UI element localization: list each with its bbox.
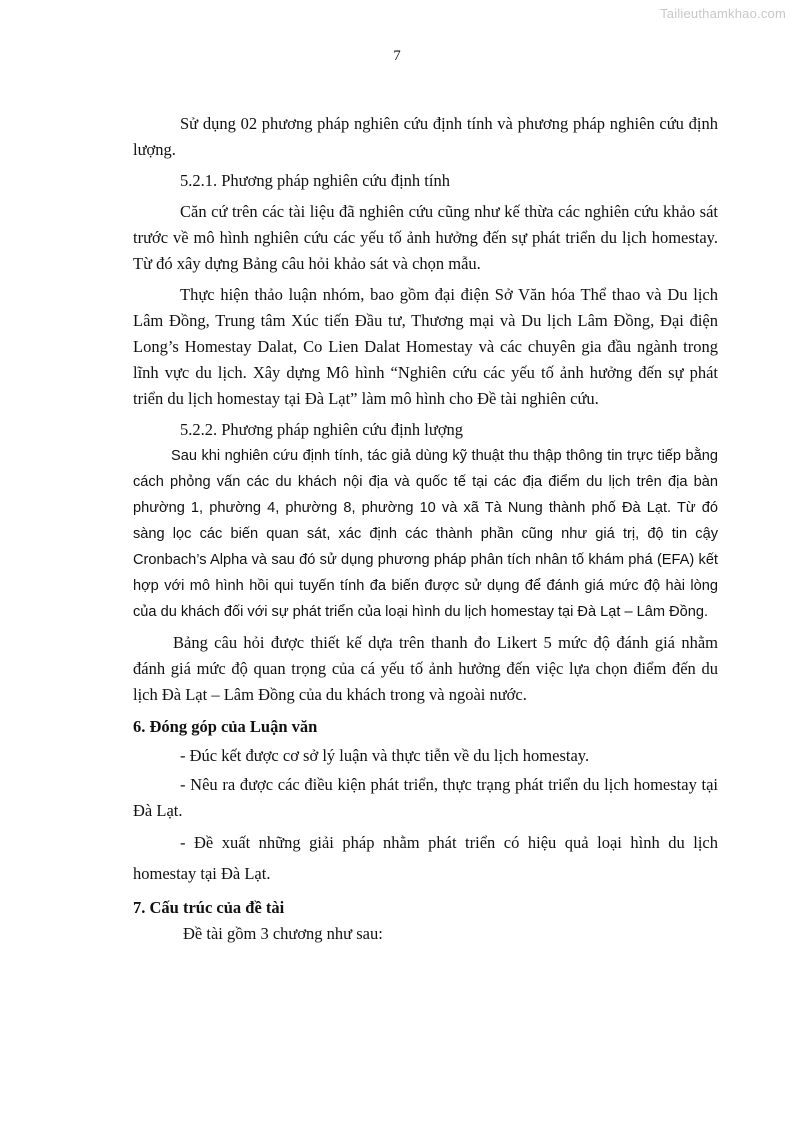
contribution-item: - Đúc kết được cơ sở lý luận và thực tiễn về du lịch homestay. xyxy=(180,746,590,765)
paragraph-qualitative-basis: Căn cứ trên các tài liệu đã nghiên cứu cũng như kế thừa các nghiên cứu khảo sát trước về mô hình nghiên cứu các yếu tố ảnh hưởng đến sự phát triển du lịch homestay. Từ đó xây dựng Bảng câu hỏi khảo sát và chọn mẫu. xyxy=(133,202,718,273)
section-heading-structure: 7. Cấu trúc của đề tài xyxy=(133,898,285,917)
document-body xyxy=(133,111,718,947)
section-heading-contributions: 6. Đóng góp của Luận văn xyxy=(133,717,318,736)
contribution-item: - Nêu ra được các điều kiện phát triển, thực trạng phát triển du lịch homestay tại Đà Lạt. xyxy=(133,775,718,820)
contribution-item: - Đề xuất những giải pháp nhằm phát triển có hiệu quả loại hình du lịch homestay tại Đà Lạt. xyxy=(133,833,718,883)
watermark: Tailieuthamkhao.com xyxy=(660,6,786,21)
subsection-heading-quantitative: 5.2.2. Phương pháp nghiên cứu định lượng xyxy=(180,420,464,439)
paragraph-quantitative-method: Sau khi nghiên cứu định tính, tác giả dùng kỹ thuật thu thập thông tin trực tiếp bằng cách phỏng vấn các du khách nội địa và quốc tế tại các địa điểm du lịch trên địa bàn phường 1, phường 4, phường 8, phường 10 và xã Tà Nung thành phố Đà Lạt. Từ đó sàng lọc các biến quan sát, xác định các thành phần cũng như giá trị, độ tin cậy Cronbach’s Alpha và sau đó sử dụng phương pháp phân tích nhân tố khám phá (EFA) kết hợp với mô hình hồi qui tuyến tính đa biến được sử dụng để đánh giá mức độ hài lòng của du khách đối với sự phát triển của loại hình du lịch homestay tại Đà Lạt – Lâm Đồng. xyxy=(133,448,718,620)
subsection-heading-qualitative: 5.2.1. Phương pháp nghiên cứu định tính xyxy=(180,171,450,190)
paragraph-methods-intro: Sử dụng 02 phương pháp nghiên cứu định tính và phương pháp nghiên cứu định lượng. xyxy=(133,114,718,159)
structure-intro: Đề tài gồm 3 chương như sau: xyxy=(183,924,383,943)
paragraph-group-discussion: Thực hiện thảo luận nhóm, bao gồm đại điện Sở Văn hóa Thể thao và Du lịch Lâm Đồng, Trung tâm Xúc tiến Đầu tư, Thương mại và Du lịch Lâm Đồng, Đại điện Long’s Homestay Dalat, Co Lien Dalat Homestay và các chuyên gia đầu ngành trong lĩnh vực du lịch. Xây dựng Mô hình “Nghiên cứu các yếu tố ảnh hưởng đến sự phát triển du lịch homestay tại Đà Lạt” làm mô hình cho Đề tài nghiên cứu. xyxy=(133,285,718,408)
page-number: 7 xyxy=(393,48,401,64)
paragraph-likert-questionnaire: Bảng câu hỏi được thiết kế dựa trên thanh đo Likert 5 mức độ đánh giá nhằm đánh giá mức độ quan trọng của cá yếu tố ảnh hưởng đến việc lựa chọn điểm đến du lịch Đà Lạt – Lâm Đồng của du khách trong và ngoài nước. xyxy=(133,633,718,704)
